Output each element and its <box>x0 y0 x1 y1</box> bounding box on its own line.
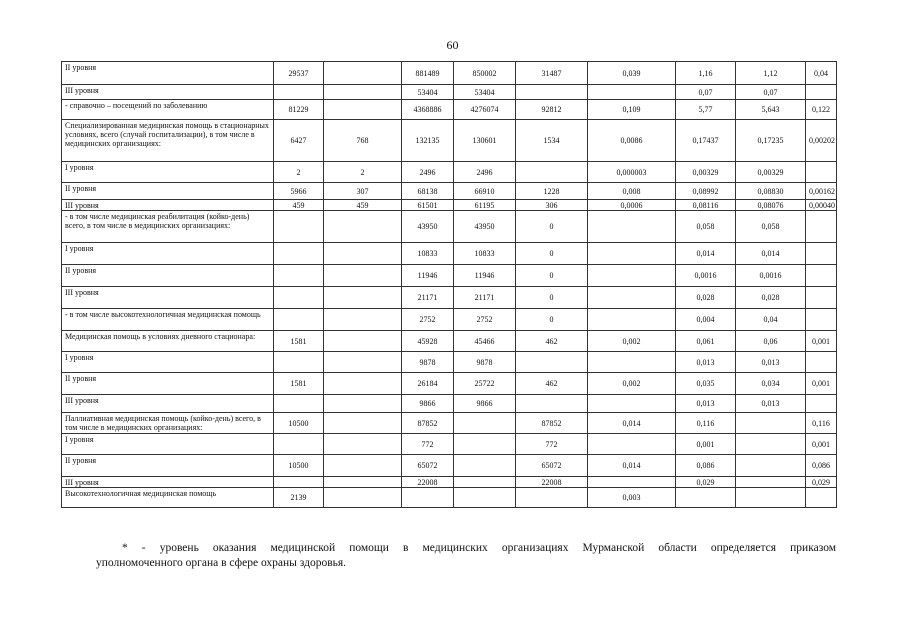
row-label: Высокотехнологичная медицинская помощь <box>62 488 274 508</box>
table-cell <box>806 162 837 183</box>
table-cell: 61501 <box>402 200 454 211</box>
table-cell: 26184 <box>402 373 454 395</box>
table-cell: 1,12 <box>736 62 806 85</box>
table-cell: 0,001 <box>806 434 837 455</box>
table-body <box>62 62 837 508</box>
table-cell: 1228 <box>516 183 588 200</box>
table-cell: 9866 <box>454 395 516 413</box>
table-cell <box>324 211 402 243</box>
table-cell <box>454 434 516 455</box>
table-cell <box>324 100 402 120</box>
table-cell: 0,014 <box>676 243 736 265</box>
table-cell: 462 <box>516 331 588 352</box>
table-cell: 31487 <box>516 62 588 85</box>
table-cell <box>274 265 324 287</box>
table-row <box>62 100 837 120</box>
table-cell <box>274 211 324 243</box>
table-cell: 0,00162 <box>806 183 837 200</box>
table-cell <box>588 434 676 455</box>
table-cell: 1534 <box>516 120 588 162</box>
row-label: II уровня <box>62 265 274 287</box>
row-label: II уровня <box>62 62 274 85</box>
table-cell: 5,643 <box>736 100 806 120</box>
table-cell: 11946 <box>454 265 516 287</box>
table-cell: 0,039 <box>588 62 676 85</box>
table-cell <box>324 352 402 373</box>
table-cell: 0,07 <box>736 85 806 100</box>
data-table <box>61 61 837 508</box>
table-cell <box>324 287 402 309</box>
table-cell <box>402 488 454 508</box>
table-cell <box>736 455 806 477</box>
table-cell: 0,00329 <box>676 162 736 183</box>
table-cell: 459 <box>274 200 324 211</box>
table-cell <box>588 211 676 243</box>
table-cell: 10833 <box>454 243 516 265</box>
table-row <box>62 455 837 477</box>
table-cell: 0,014 <box>736 243 806 265</box>
table-cell <box>806 488 837 508</box>
table-cell: 2496 <box>454 162 516 183</box>
row-label: Паллиативная медицинская помощь (койко-день) всего, в том числе в медицинских организациях: <box>62 413 274 434</box>
row-label: III уровня <box>62 200 274 211</box>
table-cell <box>806 265 837 287</box>
table-cell: 0,07 <box>676 85 736 100</box>
table-cell: 0,001 <box>676 434 736 455</box>
table-cell: 0,08076 <box>736 200 806 211</box>
table-cell: 4368886 <box>402 100 454 120</box>
table-cell: 10500 <box>274 455 324 477</box>
table-cell: 87852 <box>402 413 454 434</box>
table-cell <box>588 309 676 331</box>
table-cell <box>588 477 676 488</box>
table-cell <box>324 265 402 287</box>
table-cell: 772 <box>516 434 588 455</box>
table-cell <box>274 85 324 100</box>
table-cell: 1,16 <box>676 62 736 85</box>
table-cell: 0,17235 <box>736 120 806 162</box>
table-cell <box>454 413 516 434</box>
table-cell: 0,008 <box>588 183 676 200</box>
table-cell <box>806 243 837 265</box>
table-cell <box>454 455 516 477</box>
row-label: II уровня <box>62 183 274 200</box>
table-cell: 0,000003 <box>588 162 676 183</box>
table-cell <box>516 85 588 100</box>
table-cell <box>516 162 588 183</box>
table-cell: 0,001 <box>806 373 837 395</box>
table-cell: 21171 <box>454 287 516 309</box>
row-label: III уровня <box>62 395 274 413</box>
table-cell <box>516 352 588 373</box>
table-row <box>62 200 837 211</box>
table-row <box>62 309 837 331</box>
table-row <box>62 488 837 508</box>
table-cell: 43950 <box>402 211 454 243</box>
table-cell <box>324 331 402 352</box>
table-cell: 5,77 <box>676 100 736 120</box>
table-cell <box>324 373 402 395</box>
table-row <box>62 265 837 287</box>
table-cell: 6427 <box>274 120 324 162</box>
table-cell <box>806 309 837 331</box>
table-cell <box>324 243 402 265</box>
page-number: 60 <box>446 38 459 52</box>
table-cell: 25722 <box>454 373 516 395</box>
table-cell: 11946 <box>402 265 454 287</box>
table-cell <box>588 85 676 100</box>
table-cell: 4276074 <box>454 100 516 120</box>
table-cell: 0 <box>516 309 588 331</box>
table-cell: 68138 <box>402 183 454 200</box>
footnote-line-1: * - уровень оказания медицинской помощи в медицинских организациях Мурманской области определяется приказом <box>122 542 836 554</box>
table-cell: 0,122 <box>806 100 837 120</box>
table-row <box>62 477 837 488</box>
table-cell <box>806 287 837 309</box>
table-cell: 2752 <box>454 309 516 331</box>
table-row <box>62 352 837 373</box>
table-cell <box>324 488 402 508</box>
table-cell: 0,00040 <box>806 200 837 211</box>
table-cell: 0,0086 <box>588 120 676 162</box>
table-cell: 0,013 <box>736 352 806 373</box>
table-cell: 0,061 <box>676 331 736 352</box>
table-cell: 2496 <box>402 162 454 183</box>
table-cell: 29537 <box>274 62 324 85</box>
table-cell: 1581 <box>274 373 324 395</box>
table-cell: 0,0006 <box>588 200 676 211</box>
table-row <box>62 373 837 395</box>
table-cell: 53404 <box>402 85 454 100</box>
table-row <box>62 211 837 243</box>
table-cell: 9878 <box>454 352 516 373</box>
table-cell: 0,014 <box>588 455 676 477</box>
table-cell: 0,08992 <box>676 183 736 200</box>
table-cell: 65072 <box>516 455 588 477</box>
table-cell: 9878 <box>402 352 454 373</box>
table-cell: 0,116 <box>676 413 736 434</box>
table-cell <box>324 309 402 331</box>
table-cell: 0,028 <box>736 287 806 309</box>
table-cell <box>454 477 516 488</box>
table-cell <box>324 395 402 413</box>
table-cell: 0,00202 <box>806 120 837 162</box>
row-label: - справочно – посещений по заболеванию <box>62 100 274 120</box>
table-cell: 0,058 <box>736 211 806 243</box>
table-cell: 0,04 <box>806 62 837 85</box>
table-cell: 459 <box>324 200 402 211</box>
table-cell: 881489 <box>402 62 454 85</box>
table-cell: 2752 <box>402 309 454 331</box>
table-row <box>62 243 837 265</box>
table-cell: 0,116 <box>806 413 837 434</box>
table-cell: 0,17437 <box>676 120 736 162</box>
table-cell: 81229 <box>274 100 324 120</box>
table-row <box>62 413 837 434</box>
table-cell: 61195 <box>454 200 516 211</box>
table-cell <box>454 488 516 508</box>
table-cell: 0,08830 <box>736 183 806 200</box>
table-cell <box>806 352 837 373</box>
table-cell: 0 <box>516 211 588 243</box>
table-cell <box>806 85 837 100</box>
table-cell: 22008 <box>402 477 454 488</box>
table-cell: 0,035 <box>676 373 736 395</box>
table-cell: 0,086 <box>676 455 736 477</box>
table-cell <box>588 287 676 309</box>
table-cell: 0 <box>516 287 588 309</box>
table-cell <box>324 85 402 100</box>
table-cell: 45928 <box>402 331 454 352</box>
table-cell <box>324 477 402 488</box>
table-cell: 130601 <box>454 120 516 162</box>
table-cell: 0,013 <box>676 395 736 413</box>
table-row <box>62 287 837 309</box>
table-cell: 0,058 <box>676 211 736 243</box>
table-cell <box>274 395 324 413</box>
row-label: II уровня <box>62 455 274 477</box>
table-cell <box>324 455 402 477</box>
row-label: III уровня <box>62 287 274 309</box>
table-cell <box>324 413 402 434</box>
table-cell: 768 <box>324 120 402 162</box>
table-cell: 0,06 <box>736 331 806 352</box>
table-cell: 2 <box>274 162 324 183</box>
table-cell <box>736 413 806 434</box>
table-cell: 2 <box>324 162 402 183</box>
table-cell: 306 <box>516 200 588 211</box>
row-label: I уровня <box>62 243 274 265</box>
table-cell: 0,086 <box>806 455 837 477</box>
table-cell: 0 <box>516 265 588 287</box>
table-cell: 132135 <box>402 120 454 162</box>
table-cell <box>676 488 736 508</box>
table-row <box>62 434 837 455</box>
table-cell <box>516 488 588 508</box>
table-cell: 21171 <box>402 287 454 309</box>
table-cell: 0,029 <box>676 477 736 488</box>
table-cell: 0,002 <box>588 373 676 395</box>
footnote-line-2: уполномоченного органа в сфере охраны здоровья. <box>96 557 347 569</box>
table-cell <box>588 352 676 373</box>
table-cell: 45466 <box>454 331 516 352</box>
row-label: I уровня <box>62 352 274 373</box>
table-cell: 1581 <box>274 331 324 352</box>
table-cell <box>516 395 588 413</box>
table-cell <box>274 434 324 455</box>
table-cell: 10500 <box>274 413 324 434</box>
table-cell: 772 <box>402 434 454 455</box>
table-cell <box>324 434 402 455</box>
table-cell: 0,028 <box>676 287 736 309</box>
table-cell: 0,003 <box>588 488 676 508</box>
row-label: II уровня <box>62 373 274 395</box>
row-label: Специализированная медицинская помощь в стационарных условиях, всего (случай госпитализации), в том числе в медицинских организациях: <box>62 120 274 162</box>
table-cell <box>588 395 676 413</box>
row-label: I уровня <box>62 434 274 455</box>
table-cell: 462 <box>516 373 588 395</box>
table-cell: 0,0016 <box>676 265 736 287</box>
table-cell: 10833 <box>402 243 454 265</box>
table-row <box>62 85 837 100</box>
table-cell: 0,029 <box>806 477 837 488</box>
table-row <box>62 395 837 413</box>
table-cell <box>588 243 676 265</box>
footnote <box>96 541 836 571</box>
table-cell: 5966 <box>274 183 324 200</box>
table-cell: 53404 <box>454 85 516 100</box>
table-cell <box>274 243 324 265</box>
table-cell: 0,013 <box>676 352 736 373</box>
table-cell: 0,0016 <box>736 265 806 287</box>
table-cell <box>806 395 837 413</box>
table-cell: 22008 <box>516 477 588 488</box>
row-label: I уровня <box>62 162 274 183</box>
table-cell <box>274 352 324 373</box>
table-cell <box>806 211 837 243</box>
table-cell: 9866 <box>402 395 454 413</box>
table-cell: 65072 <box>402 455 454 477</box>
table-cell <box>736 477 806 488</box>
table-cell: 0,013 <box>736 395 806 413</box>
table-cell: 0,08116 <box>676 200 736 211</box>
table-cell <box>274 477 324 488</box>
table-cell: 0,014 <box>588 413 676 434</box>
table-cell: 850002 <box>454 62 516 85</box>
table-row <box>62 183 837 200</box>
table-cell <box>588 265 676 287</box>
row-label: Медицинская помощь в условиях дневного стационара: <box>62 331 274 352</box>
table-cell <box>736 488 806 508</box>
row-label: III уровня <box>62 477 274 488</box>
table-row <box>62 62 837 85</box>
row-label: III уровня <box>62 85 274 100</box>
table-cell <box>274 287 324 309</box>
row-label: - в том числе высокотехнологичная медицинская помощь <box>62 309 274 331</box>
table-cell: 43950 <box>454 211 516 243</box>
table-cell: 0,00329 <box>736 162 806 183</box>
table-row <box>62 162 837 183</box>
table-cell <box>274 309 324 331</box>
table-cell: 0,002 <box>588 331 676 352</box>
table-cell: 87852 <box>516 413 588 434</box>
table-cell: 307 <box>324 183 402 200</box>
table-cell: 66910 <box>454 183 516 200</box>
row-label: - в том числе медицинская реабилитация (койко-день) всего, в том числе в медицинских организациях: <box>62 211 274 243</box>
table-cell: 0,04 <box>736 309 806 331</box>
table-cell: 2139 <box>274 488 324 508</box>
table-row <box>62 120 837 162</box>
table-cell <box>736 434 806 455</box>
table-cell: 92812 <box>516 100 588 120</box>
table-cell <box>324 62 402 85</box>
table-cell: 0 <box>516 243 588 265</box>
table-cell: 0,109 <box>588 100 676 120</box>
table-cell: 0,034 <box>736 373 806 395</box>
table-row <box>62 331 837 352</box>
table-cell: 0,004 <box>676 309 736 331</box>
table-cell: 0,001 <box>806 331 837 352</box>
